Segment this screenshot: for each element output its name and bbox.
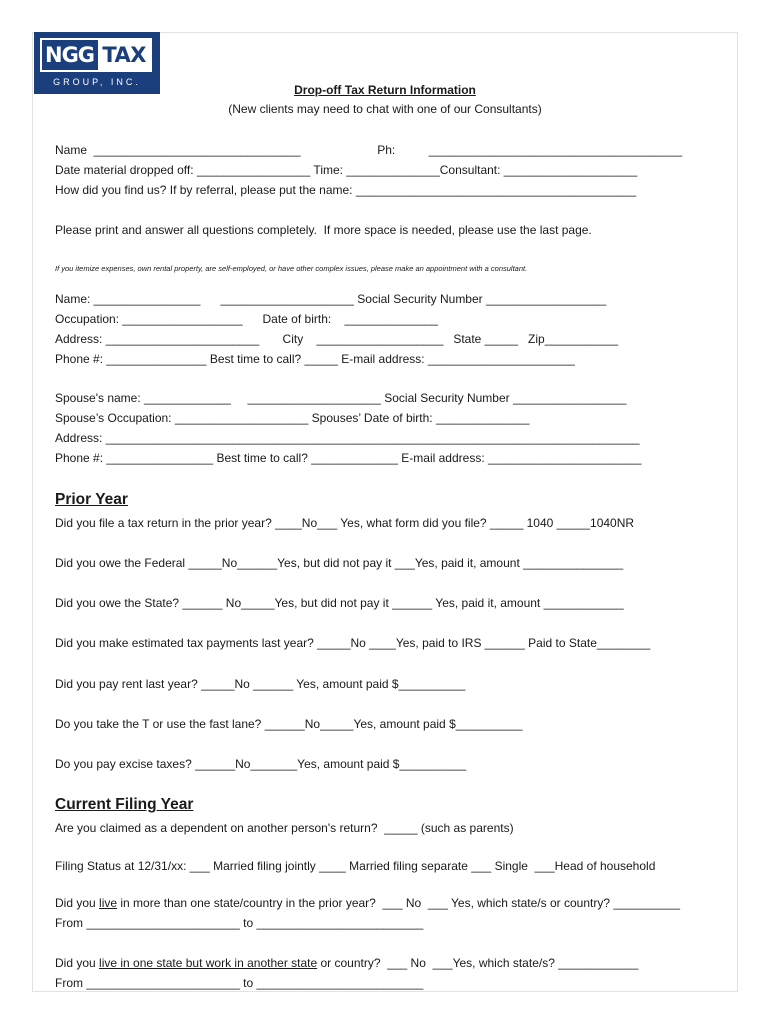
logo-brand: NGG bbox=[45, 43, 95, 67]
prior-q-fast-lane[interactable]: Do you take the T or use the fast lane? ______No_____Yes, amount paid $__________ bbox=[55, 717, 523, 731]
form-subtitle: (New clients may need to chat with one of our Consultants) bbox=[228, 102, 542, 116]
intake-referral[interactable]: How did you find us? If by referral, please put the name: __________________________________________ bbox=[55, 183, 637, 197]
spouse-address[interactable]: Address: ________________________________________________________________________________ bbox=[55, 431, 640, 445]
spouse-phone-email[interactable]: Phone #: ________________ Best time to call? _____________ E-mail address: _______________________ bbox=[55, 451, 642, 465]
form-title: Drop-off Tax Return Information bbox=[294, 83, 476, 97]
section-prior-year: Prior Year bbox=[55, 491, 128, 508]
q3-post: in more than one state/country in the prior year? ___ No ___ Yes, which state/s or country? __________ bbox=[117, 896, 681, 910]
taxpayer-address[interactable]: Address: _______________________ City ___________________ State _____ Zip___________ bbox=[55, 332, 619, 346]
intake-drop-time-consultant[interactable]: Date material dropped off: _________________ Time: ______________Consultant: ____________________ bbox=[55, 163, 638, 177]
q4-post: or country? ___ No ___Yes, which state/s? ____________ bbox=[317, 956, 639, 970]
prior-q-estimated-payments[interactable]: Did you make estimated tax payments last year? _____No ____Yes, paid to IRS ______ Paid to State________ bbox=[55, 636, 651, 650]
logo-frame bbox=[40, 38, 152, 72]
prior-q-filed-return[interactable]: Did you file a tax return in the prior year? ____No___ Yes, what form did you file? _____ 1040 _____1040NR bbox=[55, 516, 635, 530]
taxpayer-name-ssn[interactable]: Name: ________________ ____________________ Social Security Number __________________ bbox=[55, 292, 607, 306]
logo-tax: TAX bbox=[98, 40, 150, 70]
q3-pre: Did you bbox=[55, 896, 100, 910]
logo-group-text: GROUP, INC. bbox=[53, 77, 141, 87]
instructions-main: Please print and answer all questions completely. If more space is needed, please use the last page. bbox=[55, 223, 592, 237]
current-q-live-work-dates[interactable]: From _______________________ to _________________________ bbox=[55, 976, 424, 990]
current-q-multi-state-dates[interactable]: From _______________________ to _________________________ bbox=[55, 916, 424, 930]
spouse-occupation-dob[interactable]: Spouse’s Occupation: ____________________ Spouses’ Date of birth: ______________ bbox=[55, 411, 530, 425]
instructions-note: If you itemize expenses, own rental property, are self-employed, or have other complex issues, please make an appointment with a consultant. bbox=[55, 264, 528, 273]
q4-underline: live in one state but work in another state bbox=[99, 956, 318, 970]
prior-q-excise[interactable]: Do you pay excise taxes? ______No_______Yes, amount paid $__________ bbox=[55, 757, 467, 771]
intake-name-phone[interactable]: Name _______________________________ Ph: ______________________________________ bbox=[55, 143, 683, 157]
spouse-name-ssn[interactable]: Spouse's name: _____________ ____________________ Social Security Number _________________ bbox=[55, 391, 627, 405]
prior-q-owe-federal[interactable]: Did you owe the Federal _____No______Yes, but did not pay it ___Yes, paid it, amount _______________ bbox=[55, 556, 624, 570]
current-q-dependent[interactable]: Are you claimed as a dependent on another person's return? _____ (such as parents) bbox=[55, 821, 514, 835]
q4-pre: Did you bbox=[55, 956, 100, 970]
current-q-filing-status[interactable]: Filing Status at 12/31/xx: ___ Married filing jointly ____ Married filing separate ___ Single ___Head of household bbox=[55, 859, 656, 873]
prior-q-owe-state[interactable]: Did you owe the State? ______ No_____Yes, but did not pay it ______ Yes, paid it, amount ____________ bbox=[55, 596, 624, 610]
current-q-live-work[interactable] bbox=[55, 956, 638, 970]
taxpayer-phone-email[interactable]: Phone #: _______________ Best time to call? _____ E-mail address: ______________________ bbox=[55, 352, 575, 366]
taxpayer-occupation-dob[interactable]: Occupation: __________________ Date of birth: ______________ bbox=[55, 312, 438, 326]
current-q-multi-state[interactable] bbox=[55, 896, 680, 910]
section-current-year: Current Filing Year bbox=[55, 796, 194, 813]
prior-q-rent[interactable]: Did you pay rent last year? _____No ______ Yes, amount paid $__________ bbox=[55, 677, 466, 691]
q3-underline: live bbox=[99, 896, 118, 910]
